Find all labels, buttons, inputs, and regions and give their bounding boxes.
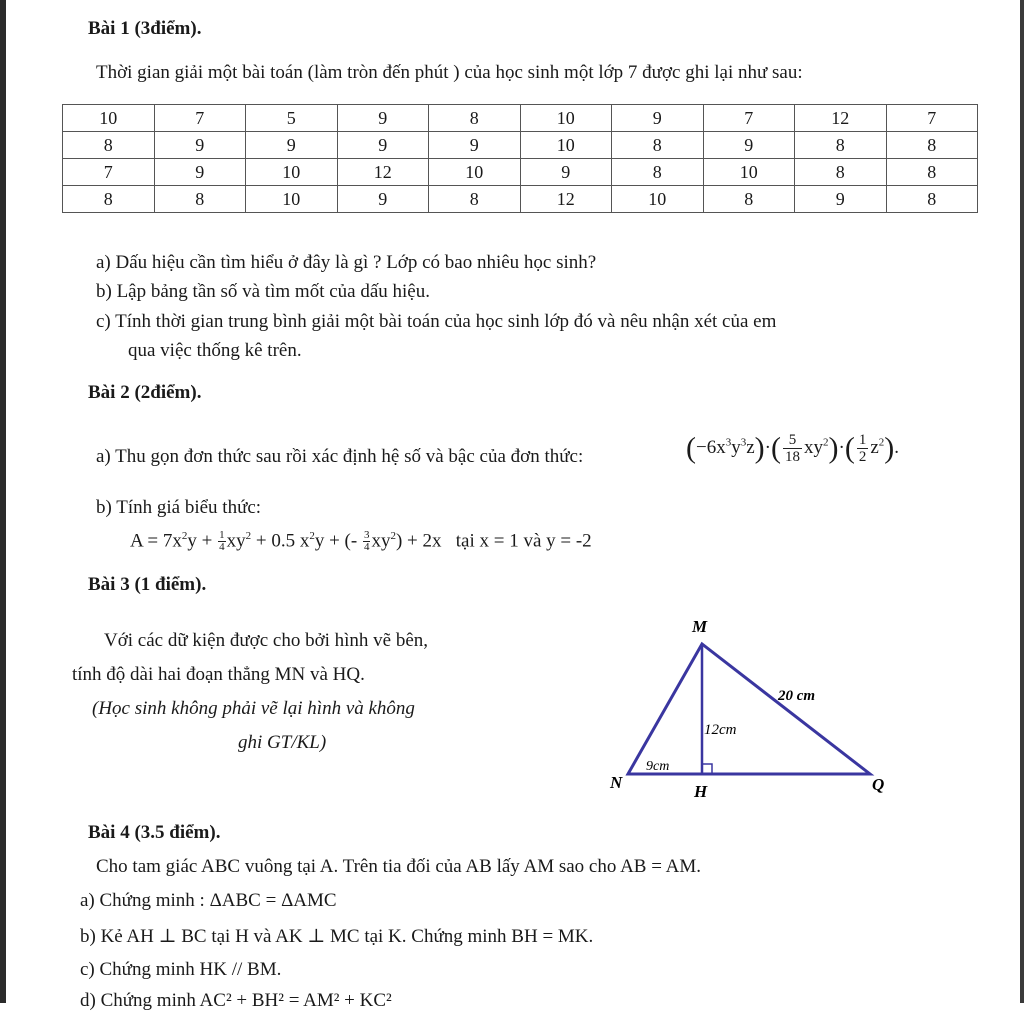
table-cell: 8 xyxy=(63,132,155,159)
bai1-question-b: b) Lập bảng tần số và tìm mốt của dấu hiệu. xyxy=(96,281,430,302)
table-cell: 10 xyxy=(703,159,795,186)
table-cell: 8 xyxy=(886,186,978,213)
exp: 2 xyxy=(309,530,315,542)
table-row xyxy=(63,159,978,186)
expr-part: y + (- xyxy=(314,530,358,552)
paren: ( xyxy=(686,431,696,465)
expr-part: xy xyxy=(371,530,391,552)
fraction-5-18 xyxy=(783,432,802,465)
bai2-question-b: b) Tính giá biểu thức: xyxy=(96,497,262,518)
bai3-title: Bài 3 (1 điểm). xyxy=(88,574,207,595)
expr-part: xy xyxy=(226,530,246,552)
bai2-monomial-expression: $(-6x^3y^3z)\cdot$( $\frac{5}{18}$ $xy^2)\cdot$( $\frac{1}{2}$ $z^2$). xyxy=(686,431,899,465)
paren: ) xyxy=(754,431,765,465)
table-cell: 10 xyxy=(63,105,155,132)
table-cell: 9 xyxy=(154,159,246,186)
exp: 2 xyxy=(878,436,885,449)
table-cell: 8 xyxy=(612,132,704,159)
table-cell: 9 xyxy=(795,186,887,213)
paren: ( xyxy=(770,431,781,465)
bai1-question-c-line2: qua việc thống kê trên. xyxy=(128,340,302,361)
bai2-question-a xyxy=(96,446,583,468)
table-cell: 8 xyxy=(154,186,246,213)
exp: 2 xyxy=(181,530,188,542)
expr-part: A = 7x xyxy=(130,530,182,552)
table-row xyxy=(63,186,978,213)
term2: xy xyxy=(803,436,823,458)
table-cell: 9 xyxy=(337,132,429,159)
expr-part: + 0.5 x xyxy=(251,530,310,552)
paren: ( xyxy=(844,431,855,465)
numerator: 1 xyxy=(219,529,225,542)
denominator: 4 xyxy=(363,541,370,554)
length-mh: 12cm xyxy=(704,722,737,738)
table-cell: 5 xyxy=(246,105,338,132)
exp: 2 xyxy=(390,530,396,542)
table-cell: 8 xyxy=(795,132,887,159)
length-nh: 9cm xyxy=(646,759,670,774)
bai1-intro: Thời gian giải một bài toán (làm tròn đến phút ) của học sinh một lớp 7 được ghi lại như sau: xyxy=(96,62,803,83)
table-cell: 8 xyxy=(63,186,155,213)
label-h: H xyxy=(694,782,708,801)
bai4-question-d: d) Chứng minh AC² + BH² = AM² + KC² xyxy=(80,990,392,1011)
table-cell: 9 xyxy=(337,105,429,132)
table-cell: 9 xyxy=(154,132,246,159)
paren: ) xyxy=(884,431,895,465)
bai4-title: Bài 4 (3.5 điểm). xyxy=(88,822,221,843)
data-table xyxy=(62,104,978,213)
term1: −6x xyxy=(696,436,726,458)
term1-z: z xyxy=(746,436,755,458)
bai3-line3: (Học sinh không phải vẽ lại hình và không xyxy=(92,698,415,719)
table-cell: 12 xyxy=(520,186,612,213)
table-cell: 10 xyxy=(520,105,612,132)
numerator: 5 xyxy=(783,432,802,449)
label-q: Q xyxy=(872,775,885,794)
bai3-line4: ghi GT/KL) xyxy=(238,732,327,753)
expr-part: ) + 2x xyxy=(395,530,442,552)
table-cell: 8 xyxy=(429,186,521,213)
table-cell: 8 xyxy=(703,186,795,213)
table-cell: 8 xyxy=(429,105,521,132)
exp: 3 xyxy=(725,436,732,449)
term3: z xyxy=(870,436,879,458)
left-border xyxy=(0,0,6,1003)
paren: ) xyxy=(828,431,839,465)
bai4-question-b: b) Kẻ AH ⊥ BC tại H và AK ⊥ MC tại K. Chứng minh BH = MK. xyxy=(80,926,594,947)
table-cell: 7 xyxy=(154,105,246,132)
numerator: 1 xyxy=(858,432,867,448)
table-cell: 9 xyxy=(703,132,795,159)
exp: 2 xyxy=(822,436,829,449)
table-cell: 7 xyxy=(886,105,978,132)
table-cell: 12 xyxy=(795,105,887,132)
table-cell: 9 xyxy=(612,105,704,132)
table-cell: 10 xyxy=(520,132,612,159)
table-row xyxy=(63,105,978,132)
bai1-question-c-line1: c) Tính thời gian trung bình giải một bài toán của học sinh lớp đó và nêu nhận xét của em xyxy=(96,311,777,332)
fraction-1-4 xyxy=(218,530,226,553)
triangle-figure xyxy=(600,600,900,805)
numerator: 3 xyxy=(363,529,370,542)
bai4-intro: Cho tam giác ABC vuông tại A. Trên tia đối của AB lấy AM sao cho AB = AM. xyxy=(96,856,701,877)
table-cell: 9 xyxy=(520,159,612,186)
bai1-title: Bài 1 (3điểm). xyxy=(88,18,202,39)
table-cell: 9 xyxy=(337,186,429,213)
table-cell: 10 xyxy=(246,186,338,213)
exp: 2 xyxy=(245,530,252,542)
table-cell: 9 xyxy=(429,132,521,159)
expr-part: y + xyxy=(187,530,213,552)
bai2-expression-a xyxy=(130,530,592,553)
bai4-question-c: c) Chứng minh HK // BM. xyxy=(80,959,282,980)
denominator: 2 xyxy=(858,449,867,465)
table-row xyxy=(63,132,978,159)
fraction-3-4 xyxy=(363,530,371,553)
bai1-question-a: a) Dấu hiệu cần tìm hiểu ở đây là gì ? Lớp có bao nhiêu học sinh? xyxy=(96,252,597,273)
table-cell: 8 xyxy=(612,159,704,186)
table-cell: 10 xyxy=(429,159,521,186)
bai4-question-a: a) Chứng minh : ΔABC = ΔAMC xyxy=(80,890,337,911)
table-cell: 7 xyxy=(703,105,795,132)
table-cell: 10 xyxy=(612,186,704,213)
denominator: 18 xyxy=(784,449,800,465)
table-cell: 10 xyxy=(246,159,338,186)
bai2-question-a-text: a) Thu gọn đơn thức sau rồi xác định hệ số và bậc của đơn thức: xyxy=(96,446,584,467)
label-n: N xyxy=(610,773,623,792)
table-cell: 9 xyxy=(246,132,338,159)
term1-y: y xyxy=(731,436,741,458)
bai3-line1: Với các dữ kiện được cho bởi hình vẽ bên, xyxy=(104,630,429,651)
bai3-line2: tính độ dài hai đoạn thẳng MN và HQ. xyxy=(72,664,365,685)
table-cell: 12 xyxy=(337,159,429,186)
table-cell: 7 xyxy=(63,159,155,186)
condition: tại x = 1 và y = -2 xyxy=(455,530,592,552)
bai2-title: Bài 2 (2điểm). xyxy=(88,382,202,403)
label-m: M xyxy=(692,617,708,636)
denominator: 4 xyxy=(219,541,225,554)
exp: 3 xyxy=(740,436,747,449)
table-cell: 8 xyxy=(886,132,978,159)
length-mq: 20 cm xyxy=(778,688,816,704)
fraction-1-2 xyxy=(857,432,869,465)
right-border xyxy=(1020,0,1024,1003)
table-cell: 8 xyxy=(886,159,978,186)
triangle-mnq xyxy=(628,644,870,774)
table-cell: 8 xyxy=(795,159,887,186)
